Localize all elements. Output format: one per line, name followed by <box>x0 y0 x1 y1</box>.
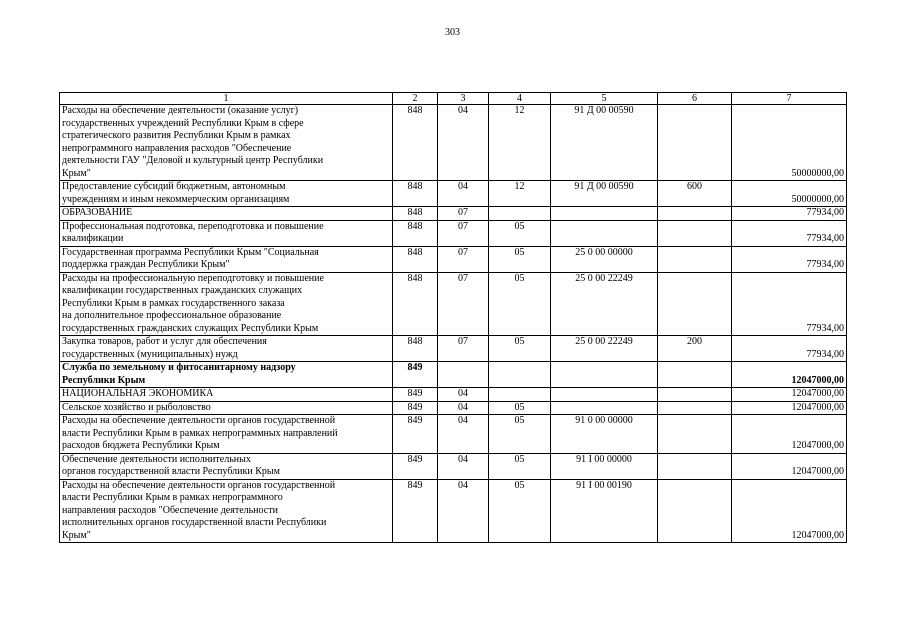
amount-cell: 50000000,00 <box>732 105 847 181</box>
row-name-line: НАЦИОНАЛЬНАЯ ЭКОНОМИКА <box>62 388 214 399</box>
row-name-cell <box>60 479 393 543</box>
row-name-cell <box>60 362 393 388</box>
row-name-line: Служба по земельному и фитосанитарному надзору <box>62 362 296 373</box>
grbs-code-cell: 849 <box>393 415 438 454</box>
section-code-cell: 07 <box>438 207 489 221</box>
target-article-cell <box>551 388 658 402</box>
grbs-code-cell: 848 <box>393 105 438 181</box>
subsection-code-cell: 05 <box>489 401 551 415</box>
grbs-code-cell: 848 <box>393 246 438 272</box>
row-name-line: направления расходов "Обеспечение деятельности <box>62 504 278 516</box>
expense-type-cell <box>658 207 732 221</box>
row-name-line: Обеспечение деятельности исполнительных <box>62 453 251 465</box>
row-name-cell <box>60 336 393 362</box>
row-name-line: стратегического развития Республики Крым в рамках <box>62 130 291 141</box>
row-name-line: непрограммного направления расходов "Обеспечение <box>62 142 292 154</box>
row-name-line: органов государственной власти Республики Крым <box>62 466 280 477</box>
expense-type-cell <box>658 479 732 543</box>
amount-cell: 12047000,00 <box>732 453 847 479</box>
expense-type-cell <box>658 105 732 181</box>
expense-type-cell <box>658 220 732 246</box>
row-name-cell <box>60 105 393 181</box>
header-cell: 7 <box>732 93 847 105</box>
row-name-line: Республики Крым в рамках государственного заказа <box>62 297 285 309</box>
row-name-line: учреждениям и иным некоммерческим организациям <box>62 193 290 205</box>
grbs-code-cell: 849 <box>393 388 438 402</box>
expense-type-cell <box>658 246 732 272</box>
row-name-line: Расходы на обеспечение деятельности органов государственной <box>62 415 336 426</box>
amount-cell: 12047000,00 <box>732 388 847 402</box>
row-name-line: государственных (муниципальных) нужд <box>62 348 238 360</box>
target-article-cell <box>551 220 658 246</box>
table-row <box>60 388 847 402</box>
grbs-code-cell: 848 <box>393 272 438 336</box>
subsection-code-cell: 05 <box>489 246 551 272</box>
row-name-line: Расходы на обеспечение деятельности (оказание услуг) <box>62 105 299 116</box>
row-name-line: Крым" <box>62 167 91 179</box>
row-name-line: государственных учреждений Республики Крым в сфере <box>62 117 304 129</box>
subsection-code-cell: 05 <box>489 415 551 454</box>
row-name-line: на дополнительное профессиональное образование <box>62 310 282 321</box>
target-article-cell <box>551 401 658 415</box>
row-name-line: Государственная программа Республики Крым "Социальная <box>62 246 319 258</box>
subsection-code-cell: 12 <box>489 105 551 181</box>
table-row <box>60 453 847 479</box>
row-name-cell <box>60 401 393 415</box>
amount-cell: 77934,00 <box>732 246 847 272</box>
table-row <box>60 336 847 362</box>
row-name-line: деятельности ГАУ "Деловой и культурный центр Республики <box>62 155 324 166</box>
expense-type-cell <box>658 272 732 336</box>
row-name-cell <box>60 388 393 402</box>
row-name-line: Расходы на профессиональную переподготовку и повышение <box>62 272 324 284</box>
target-article-cell: 91 Д 00 00590 <box>551 181 658 207</box>
subsection-code-cell: 05 <box>489 453 551 479</box>
target-article-cell: 91 I 00 00190 <box>551 479 658 543</box>
row-name-cell <box>60 181 393 207</box>
header-cell: 2 <box>393 93 438 105</box>
subsection-code-cell: 05 <box>489 336 551 362</box>
expense-type-cell <box>658 415 732 454</box>
grbs-code-cell: 848 <box>393 220 438 246</box>
header-cell: 3 <box>438 93 489 105</box>
section-code-cell: 04 <box>438 453 489 479</box>
amount-cell: 77934,00 <box>732 272 847 336</box>
grbs-code-cell: 848 <box>393 207 438 221</box>
row-name-cell <box>60 453 393 479</box>
amount-cell: 77934,00 <box>732 220 847 246</box>
expense-type-cell <box>658 453 732 479</box>
subsection-code-cell: 05 <box>489 272 551 336</box>
row-name-line: власти Республики Крым в рамках непрограммного <box>62 492 283 503</box>
table-row <box>60 272 847 336</box>
target-article-cell <box>551 207 658 221</box>
grbs-code-cell: 849 <box>393 362 438 388</box>
section-code-cell <box>438 362 489 388</box>
table-row <box>60 479 847 543</box>
table-row <box>60 362 847 388</box>
subsection-code-cell: 05 <box>489 479 551 543</box>
header-cell: 6 <box>658 93 732 105</box>
row-name-line: Сельское хозяйство и рыболовство <box>62 401 211 413</box>
table-row <box>60 220 847 246</box>
section-code-cell: 07 <box>438 272 489 336</box>
subsection-code-cell <box>489 388 551 402</box>
amount-cell: 12047000,00 <box>732 401 847 415</box>
row-name-line: Профессиональная подготовка, переподготовка и повышение <box>62 220 324 232</box>
grbs-code-cell: 848 <box>393 181 438 207</box>
row-name-cell <box>60 207 393 221</box>
table-row <box>60 401 847 415</box>
row-name-line: ОБРАЗОВАНИЕ <box>62 207 133 218</box>
header-cell: 5 <box>551 93 658 105</box>
section-code-cell: 04 <box>438 415 489 454</box>
row-name-line: государственных гражданских служащих Республики Крым <box>62 322 319 334</box>
expense-type-cell <box>658 401 732 415</box>
target-article-cell: 91 I 00 00000 <box>551 453 658 479</box>
row-name-cell <box>60 246 393 272</box>
table-row <box>60 105 847 181</box>
section-code-cell: 07 <box>438 336 489 362</box>
row-name-line: расходов бюджета Республики Крым <box>62 440 220 451</box>
row-name-line: квалификации государственных гражданских служащих <box>62 285 303 296</box>
budget-table <box>59 92 847 543</box>
target-article-cell: 25 0 00 22249 <box>551 272 658 336</box>
section-code-cell: 07 <box>438 246 489 272</box>
section-code-cell: 04 <box>438 105 489 181</box>
target-article-cell <box>551 362 658 388</box>
grbs-code-cell: 849 <box>393 479 438 543</box>
expense-type-cell: 600 <box>658 181 732 207</box>
row-name-line: поддержка граждан Республики Крым" <box>62 259 230 270</box>
subsection-code-cell: 05 <box>489 220 551 246</box>
table-row <box>60 207 847 221</box>
expense-type-cell <box>658 388 732 402</box>
target-article-cell: 91 Д 00 00590 <box>551 105 658 181</box>
row-name-line: Расходы на обеспечение деятельности органов государственной <box>62 479 336 491</box>
amount-cell: 77934,00 <box>732 207 847 221</box>
expense-type-cell: 200 <box>658 336 732 362</box>
section-code-cell: 04 <box>438 401 489 415</box>
subsection-code-cell <box>489 207 551 221</box>
amount-cell: 12047000,00 <box>732 479 847 543</box>
grbs-code-cell: 849 <box>393 401 438 415</box>
amount-cell: 77934,00 <box>732 336 847 362</box>
grbs-code-cell: 849 <box>393 453 438 479</box>
page-number: 303 <box>445 27 460 38</box>
expense-type-cell <box>658 362 732 388</box>
subsection-code-cell <box>489 362 551 388</box>
amount-cell: 50000000,00 <box>732 181 847 207</box>
row-name-line: исполнительных органов государственной власти Республики <box>62 517 327 528</box>
section-code-cell: 07 <box>438 220 489 246</box>
row-name-line: Крым" <box>62 529 91 541</box>
row-name-line: власти Республики Крым в рамках непрограммных направлений <box>62 427 338 439</box>
section-code-cell: 04 <box>438 181 489 207</box>
row-name-line: Предоставление субсидий бюджетным, автономным <box>62 181 286 192</box>
row-name-line: Республики Крым <box>62 374 146 386</box>
row-name-line: Закупка товаров, работ и услуг для обеспечения <box>62 336 267 347</box>
row-name-line: квалификации <box>62 233 124 244</box>
subsection-code-cell: 12 <box>489 181 551 207</box>
table-row <box>60 181 847 207</box>
section-code-cell: 04 <box>438 479 489 543</box>
row-name-cell <box>60 272 393 336</box>
row-name-cell <box>60 220 393 246</box>
target-article-cell: 25 0 00 00000 <box>551 246 658 272</box>
header-cell: 1 <box>60 93 393 105</box>
amount-cell: 12047000,00 <box>732 415 847 454</box>
table-row <box>60 415 847 454</box>
table-header-row <box>60 93 847 105</box>
table-row <box>60 246 847 272</box>
amount-cell: 12047000,00 <box>732 362 847 388</box>
grbs-code-cell: 848 <box>393 336 438 362</box>
header-cell: 4 <box>489 93 551 105</box>
section-code-cell: 04 <box>438 388 489 402</box>
target-article-cell: 25 0 00 22249 <box>551 336 658 362</box>
row-name-cell <box>60 415 393 454</box>
target-article-cell: 91 0 00 00000 <box>551 415 658 454</box>
